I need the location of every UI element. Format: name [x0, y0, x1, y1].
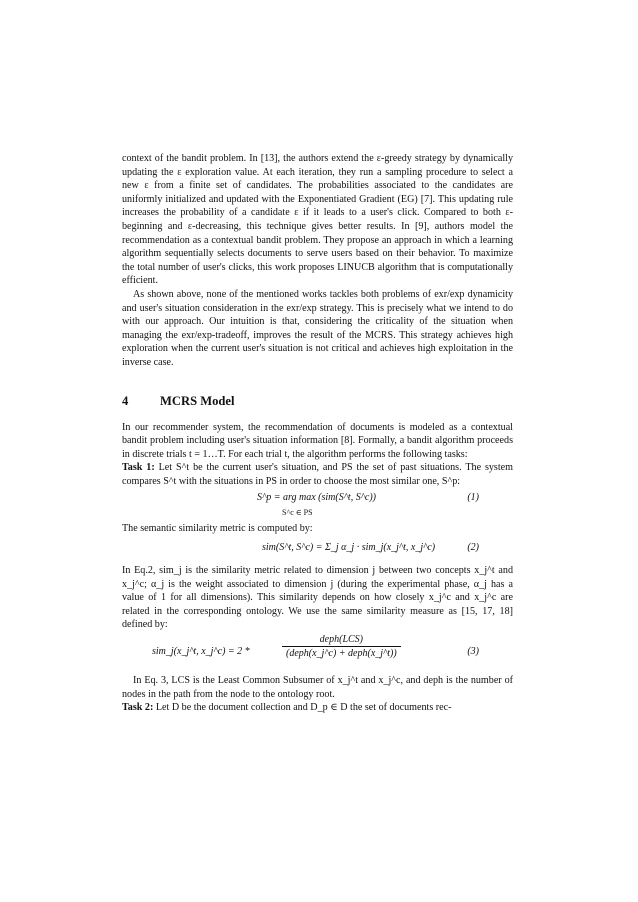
equation-3-frac [282, 634, 401, 659]
paragraph-motivation: As shown above, none of the mentioned works tackles both problems of exr/exp dynamicity and user's situation consideration in the exr/exp strategy. This is precisely what we intend to do with our approach. Our intuition is that, considering the criticality of the situation when managing the exr/exp-tradeoff, improves the result of the MCRS. This strategy achieves high exploration when the current user's situation is not critical and achieves high exploitation in the inverse case. [122, 288, 513, 368]
task-1 [122, 461, 513, 488]
equation-1 [122, 488, 513, 522]
paragraph-similarity-metric: The semantic similarity metric is computed by: [122, 523, 313, 535]
equation-3-numerator: deph(LCS) [282, 634, 401, 647]
equation-3 [122, 632, 513, 674]
paper-page [122, 152, 513, 715]
task-2-text: Let D be the document collection and D_p ∈ D the set of documents rec- [155, 702, 452, 714]
equation-3-fraction [282, 634, 401, 659]
section-heading [122, 394, 513, 409]
equation-2 [122, 536, 513, 564]
task-1-text: Let S^t be the current user's situation, and PS the set of past situations. The system compares S^t with the situations in PS in order to choose the most similar one, S^p: [122, 462, 513, 487]
paragraph-related-work: context of the bandit problem. In [13], the authors extend the ε-greedy strategy by dynamically updating the ε exploration value. At each iteration, they run a sampling procedure to select a new ε from a finite set of candidates. The probabilities associated to the candidates are uniformly initialized and updated with the Exponentiated Gradient (EG) [7]. This updating rule increases the probability of a candidate ε if it leads to a user's click. Compared to both ε-beginning and ε-decreasing, this technique gives better results. In [9], authors model the recommendation as a contextual bandit problem. They propose an approach in which a learning algorithm sequentially selects documents to serve users based on their behavior. To maximize the total number of user's clicks, this work proposes LINUCB algorithm that is computationally efficient. [122, 153, 513, 287]
equation-2-label: (2) [467, 542, 479, 554]
equation-1-label: (1) [467, 492, 479, 504]
task-1-label: Task 1: [122, 462, 155, 474]
equation-3-denominator: (deph(x_j^c) + deph(x_j^t)) [286, 648, 397, 660]
paragraph-eq3-explanation: In Eq. 3, LCS is the Least Common Subsumer of x_j^t and x_j^c, and deph is the number of nodes in the path from the node to the ontology root. [122, 675, 513, 700]
section-number: 4 [122, 393, 129, 408]
equation-1-body: S^p = arg max (sim(S^t, S^c)) [257, 492, 377, 504]
section-title: MCRS Model [160, 393, 235, 408]
equation-3-label: (3) [467, 646, 479, 658]
equation-3-lhs: sim_j(x_j^t, x_j^c) = 2 * [152, 646, 250, 658]
task-2 [122, 701, 513, 715]
paragraph-model-intro: In our recommender system, the recommendation of documents is modeled as a contextual bandit problem including user's situation information [8]. Formally, a bandit algorithm proceeds in discrete trials t = 1…T. For each trial t, the algorithm performs the following tasks: [122, 421, 513, 460]
equation-2-body: sim(S^t, S^c) = Σ_j α_j · sim_j(x_j^t, x_j^c) [262, 542, 436, 554]
task-2-label: Task 2: [122, 702, 154, 714]
equation-1-subscript: S^c ∈ PS [282, 508, 313, 518]
paragraph-eq2-explanation: In Eq.2, sim_j is the similarity metric related to dimension j between two concepts x_j^t and x_j^c; α_j is the weight associated to dimension j (during the experimental phase, α_j has a value of 1 for all dimensions). This similarity depends on how closely x_j^c and x_j^c are related in the corresponding ontology. We use the same similarity measure as [15, 17, 18] defined by: [122, 565, 513, 631]
